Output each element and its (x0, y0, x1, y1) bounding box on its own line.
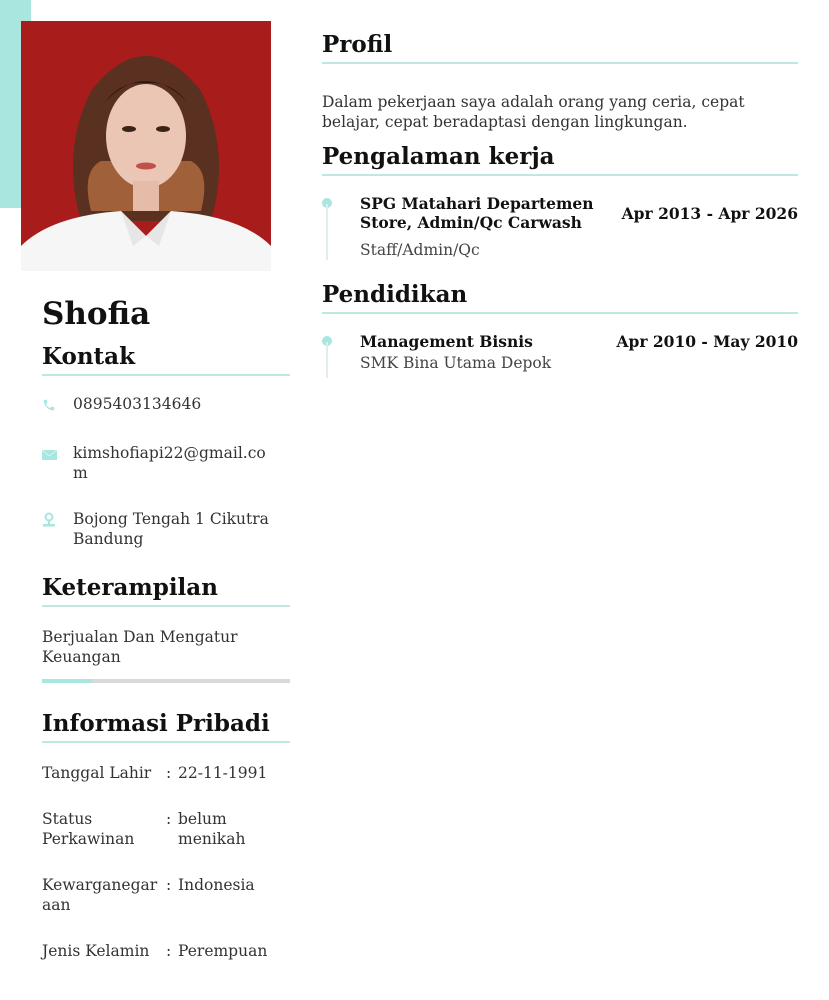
degree-title: Management Bisnis (360, 332, 533, 351)
phone-icon (42, 394, 73, 417)
info-separator: : (166, 942, 172, 960)
info-row-citizenship (42, 875, 290, 915)
info-row-marital-status (42, 809, 290, 849)
skill-level-fill (42, 679, 92, 683)
timeline-line (326, 204, 328, 260)
personal-info-heading: Informasi Pribadi (42, 709, 290, 743)
education-entry (322, 332, 798, 373)
job-role: Staff/Admin/Qc (360, 241, 480, 259)
contact-phone (42, 394, 290, 417)
contact-email (42, 443, 290, 483)
skills-heading: Keterampilan (42, 573, 290, 607)
skill-level-bar (42, 679, 290, 683)
location-icon (42, 509, 73, 532)
info-row-gender (42, 941, 290, 961)
info-label: Status Perkawinan (42, 810, 135, 848)
profile-heading: Profil (322, 30, 798, 64)
phone-number[interactable]: 0895403134646 (73, 395, 202, 413)
info-row-birthdate (42, 763, 290, 783)
info-label: Kewarganegaraan (42, 876, 158, 914)
timeline-line (326, 342, 328, 378)
info-label: Tanggal Lahir (42, 764, 152, 782)
left-column (42, 292, 290, 987)
candidate-name: Shofia (42, 296, 151, 332)
contact-address (42, 509, 290, 549)
skill-name: Berjualan Dan Mengatur Keuangan (42, 628, 238, 666)
info-value: Perempuan (178, 942, 268, 960)
profile-summary: Dalam pekerjaan saya adalah orang yang ceria, cepat belajar, cepat beradaptasi dengan lingkungan. (322, 93, 745, 131)
info-value: Indonesia (178, 876, 255, 894)
info-separator: : (166, 764, 172, 782)
contact-list (42, 394, 290, 549)
info-label: Jenis Kelamin (42, 942, 150, 960)
email-icon (42, 443, 73, 466)
education-heading: Pendidikan (322, 280, 798, 314)
info-value: belum menikah (178, 810, 246, 848)
info-value: 22-11-1991 (178, 764, 268, 782)
education-date-range: Apr 2010 - May 2010 (616, 332, 798, 351)
profile-photo (21, 21, 271, 271)
info-separator: : (166, 876, 172, 894)
right-column (322, 30, 798, 373)
address: Bojong Tengah 1 Cikutra Bandung (73, 510, 269, 548)
info-separator: : (166, 810, 172, 828)
experience-entry (322, 194, 798, 260)
experience-heading: Pengalaman kerja (322, 142, 798, 176)
email-address[interactable]: kimshofiapi22@gmail.com (73, 444, 266, 482)
personal-info-list (42, 763, 290, 961)
portrait-image (21, 21, 271, 271)
contact-heading: Kontak (42, 342, 290, 376)
job-date-range: Apr 2013 - Apr 2026 (621, 204, 798, 223)
job-title: SPG Matahari Departemen Store, Admin/Qc Carwash (360, 194, 594, 232)
school-name: SMK Bina Utama Depok (360, 354, 552, 372)
